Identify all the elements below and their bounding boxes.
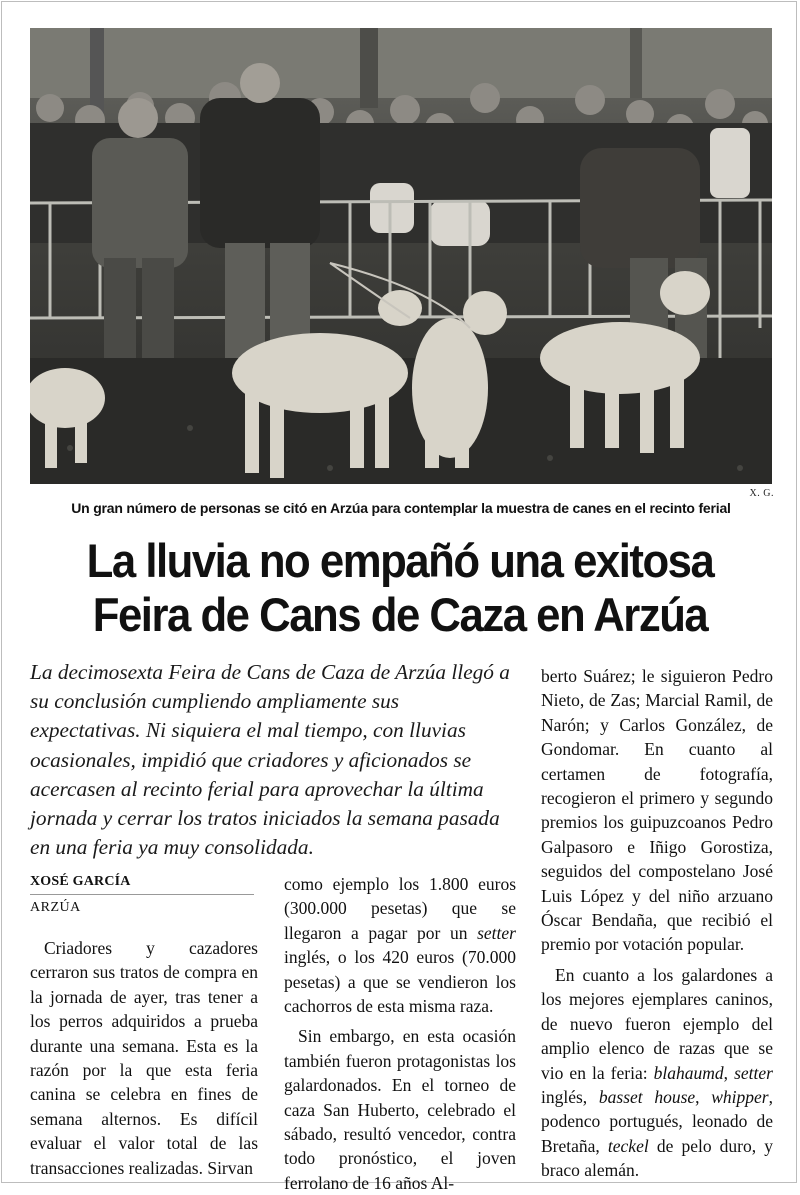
- byline-author: XOSÉ GARCÍA: [30, 874, 254, 895]
- headline-line-1: La lluvia no empañó una exitosa: [86, 534, 714, 587]
- news-photo: [30, 28, 772, 484]
- byline-place: ARZÚA: [30, 900, 81, 915]
- photo-credit: X. G.: [749, 488, 774, 499]
- body-paragraph: [284, 872, 516, 1018]
- dog-fair-photo: [30, 28, 772, 484]
- headline: [47, 534, 754, 642]
- breed-name: blahaumd: [653, 1062, 724, 1083]
- body-text: inglés,: [541, 1086, 599, 1107]
- article-column-1: [30, 936, 258, 1180]
- breed-name: teckel: [607, 1135, 649, 1156]
- body-text: inglés, o los 420 euros (70.000 pesetas) a que se vendieron los cachorros de esta misma raza.: [284, 947, 516, 1017]
- breed-name: setter: [734, 1062, 773, 1083]
- lead-paragraph: La decimosexta Feira de Cans de Caza de Arzúa llegó a su conclusión cumpliendo ampliamente sus expectativas. Ni siquiera el mal tiempo, con lluvias ocasionales, impidió que criadores y aficionados se acercasen al recinto ferial para aprovechar la última jornada y cerrar los tratos iniciados la semana pasada en una feria ya muy consolidada.: [30, 660, 510, 860]
- body-paragraph: Criadores y cazadores cerraron sus tratos de compra en la jornada de ayer, tras tener a los perros adquiridos a prueba durante una semana. Esta es la razón por la que esta feria canina se celebra en fines de semana alternos. Es difícil evaluar el valor total de las transacciones realizadas. Sirvan: [30, 938, 258, 1178]
- breed-name: whipper: [711, 1086, 769, 1107]
- body-paragraph: [541, 963, 773, 1183]
- breed-name: setter: [477, 922, 516, 943]
- body-text: ,: [695, 1086, 712, 1107]
- body-text: ,: [723, 1062, 735, 1083]
- body-text: , podenco portugués, leonado de Bretaña,: [541, 1086, 773, 1156]
- body-paragraph: berto Suárez; le siguieron Pedro Nieto, de Zas; Marcial Ramil, de Narón; y Carlos González, de Gondomar. En cuanto al certamen de fotografía, recogieron el primero y segundo premios los guipuzcoanos Pedro Galpasoro e Iñigo Gorostiza, seguidos del compostelano José Luis López y del niño arzuano Óscar Bendaña, que recibió el premio por votación popular.: [541, 666, 773, 955]
- article-column-2: [284, 872, 516, 1195]
- body-paragraph: Sin embargo, en esta ocasión también fueron protagonistas los galardonados. En el torneo de caza San Huberto, celebrado el sábado, resultó vencedor, contra todo pronóstico, el joven ferrolano de 16 años Al-: [284, 1026, 516, 1193]
- body-text: como ejemplo los 1.800 euros (300.000 pesetas) que se llegaron a pagar por un: [284, 874, 516, 943]
- breed-name: basset house: [598, 1086, 696, 1107]
- body-text: de pelo duro, y braco alemán.: [541, 1135, 773, 1181]
- body-text: En cuanto a los galardones a los mejores ejemplares caninos, de nuevo fueron ejemplo del amplio elenco de razas que se vio en la feria:: [541, 964, 773, 1083]
- article-column-3: [541, 664, 773, 1183]
- headline-line-2: Feira de Cans de Caza en Arzúa: [92, 588, 708, 641]
- photo-caption: Un gran número de personas se citó en Arzúa para contemplar la muestra de canes en el recinto ferial: [71, 500, 731, 516]
